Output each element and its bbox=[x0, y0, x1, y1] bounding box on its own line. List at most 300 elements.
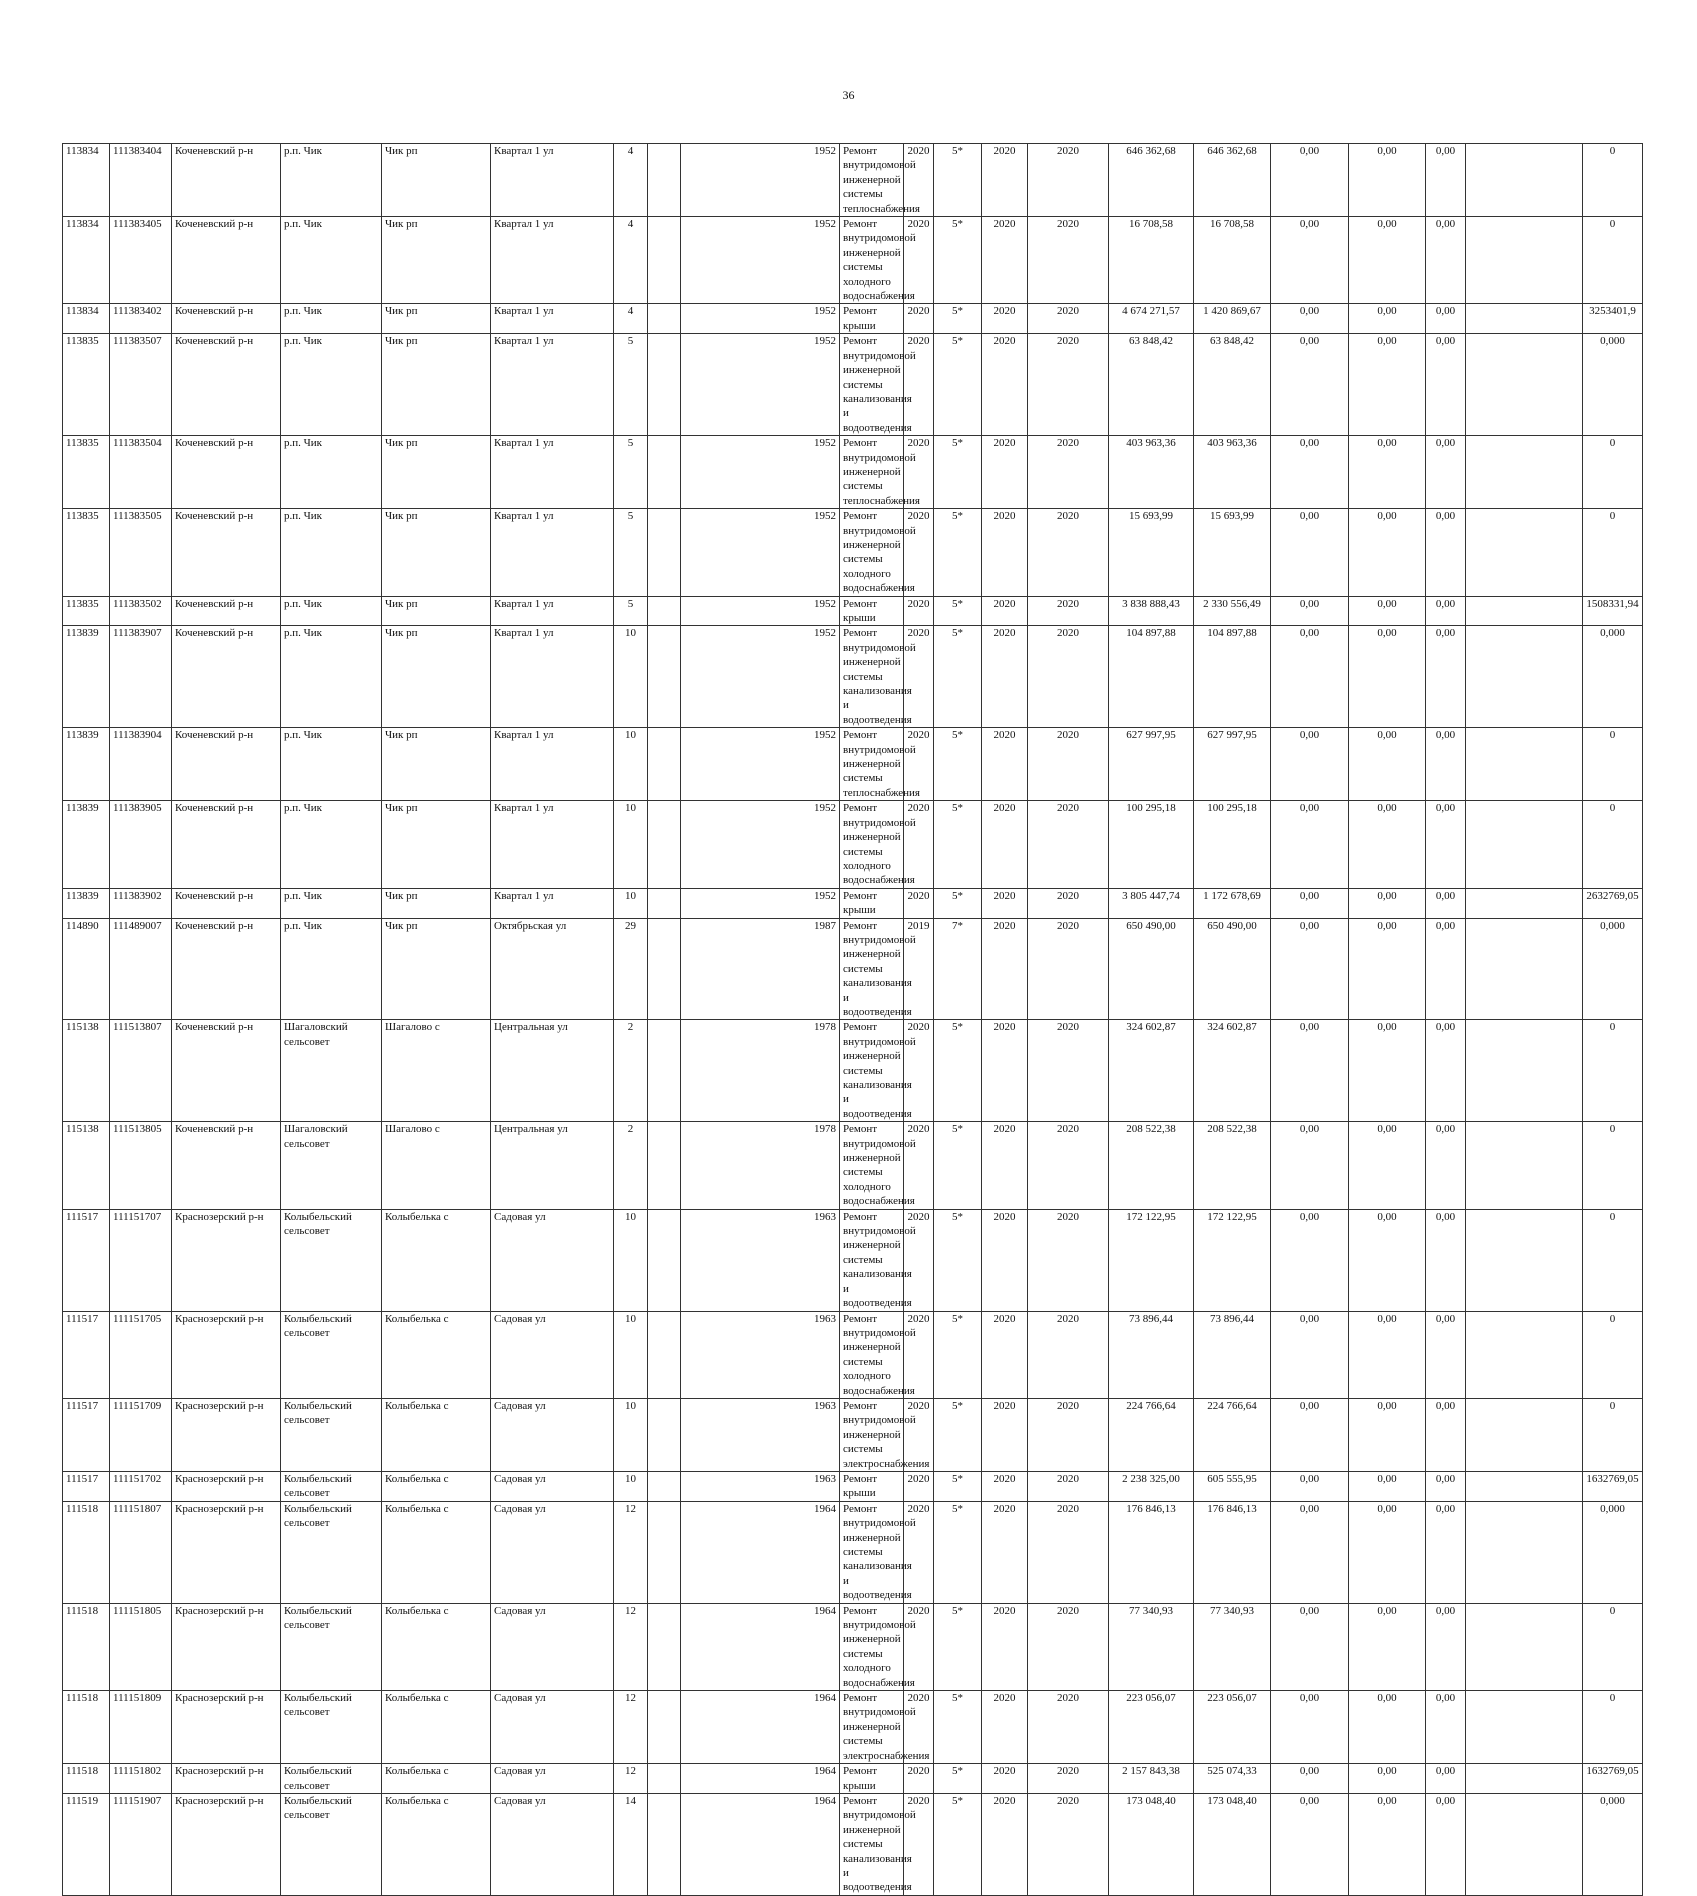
value-3-cell: 0,00 bbox=[1426, 217, 1466, 304]
total-cost-cell: 63 848,42 bbox=[1109, 334, 1194, 436]
row-id-cell: 113834 bbox=[63, 144, 110, 217]
work-type-cell: Ремонт внутридомовой инженерной системы холодного водоснабжения bbox=[840, 801, 904, 888]
blank-cell bbox=[1466, 626, 1583, 728]
row-code-cell: 111151705 bbox=[110, 1311, 172, 1398]
year-plan-cell: 2020 bbox=[904, 728, 934, 801]
year-end-cell: 2020 bbox=[1028, 509, 1109, 596]
year-start-cell: 2020 bbox=[982, 436, 1028, 509]
mark-cell: 5* bbox=[934, 334, 982, 436]
year-plan-cell: 2020 bbox=[904, 144, 934, 217]
table-row bbox=[63, 509, 1643, 596]
mark-cell: 5* bbox=[934, 304, 982, 334]
value-2-cell: 0,00 bbox=[1349, 888, 1426, 918]
table-row bbox=[63, 626, 1643, 728]
extra-cell bbox=[648, 1122, 681, 1209]
total-cost-cell: 73 896,44 bbox=[1109, 1311, 1194, 1398]
row-id-cell: 113835 bbox=[63, 436, 110, 509]
year-start-cell: 2020 bbox=[982, 217, 1028, 304]
fund-cost-cell: 77 340,93 bbox=[1194, 1603, 1271, 1690]
settlement-cell: р.п. Чик bbox=[281, 728, 382, 801]
locality-cell: Чик рп bbox=[382, 334, 491, 436]
row-id-cell: 111519 bbox=[63, 1793, 110, 1895]
work-type-cell: Ремонт внутридомовой инженерной системы холодного водоснабжения bbox=[840, 1603, 904, 1690]
year-built-cell: 1964 bbox=[681, 1764, 840, 1794]
value-3-cell: 0,00 bbox=[1426, 801, 1466, 888]
fund-cost-cell: 173 048,40 bbox=[1194, 1793, 1271, 1895]
year-plan-cell: 2020 bbox=[904, 334, 934, 436]
blank-cell bbox=[1466, 1020, 1583, 1122]
value-3-cell: 0,00 bbox=[1426, 1020, 1466, 1122]
year-plan-cell: 2020 bbox=[904, 888, 934, 918]
locality-cell: Чик рп bbox=[382, 217, 491, 304]
last-value-cell: 0 bbox=[1583, 728, 1643, 801]
fund-cost-cell: 208 522,38 bbox=[1194, 1122, 1271, 1209]
fund-cost-cell: 403 963,36 bbox=[1194, 436, 1271, 509]
settlement-cell: р.п. Чик bbox=[281, 334, 382, 436]
fund-cost-cell: 627 997,95 bbox=[1194, 728, 1271, 801]
district-cell: Краснозерский р-н bbox=[172, 1764, 281, 1794]
year-start-cell: 2020 bbox=[982, 888, 1028, 918]
year-end-cell: 2020 bbox=[1028, 1209, 1109, 1311]
settlement-cell: р.п. Чик bbox=[281, 801, 382, 888]
value-3-cell: 0,00 bbox=[1426, 1764, 1466, 1794]
blank-cell bbox=[1466, 217, 1583, 304]
house-number-cell: 4 bbox=[614, 144, 648, 217]
extra-cell bbox=[648, 626, 681, 728]
table-row bbox=[63, 1793, 1643, 1895]
year-end-cell: 2020 bbox=[1028, 596, 1109, 626]
district-cell: Коченевский р-н bbox=[172, 626, 281, 728]
total-cost-cell: 3 805 447,74 bbox=[1109, 888, 1194, 918]
house-number-cell: 4 bbox=[614, 217, 648, 304]
locality-cell: Колыбелька с bbox=[382, 1793, 491, 1895]
year-built-cell: 1964 bbox=[681, 1691, 840, 1764]
house-number-cell: 4 bbox=[614, 304, 648, 334]
settlement-cell: Колыбельский сельсовет bbox=[281, 1793, 382, 1895]
last-value-cell: 0 bbox=[1583, 1691, 1643, 1764]
extra-cell bbox=[648, 801, 681, 888]
locality-cell: Шагалово с bbox=[382, 1122, 491, 1209]
year-built-cell: 1964 bbox=[681, 1603, 840, 1690]
year-start-cell: 2020 bbox=[982, 728, 1028, 801]
street-cell: Центральная ул bbox=[491, 1020, 614, 1122]
extra-cell bbox=[648, 1209, 681, 1311]
house-number-cell: 10 bbox=[614, 1471, 648, 1501]
row-code-cell: 111513807 bbox=[110, 1020, 172, 1122]
value-3-cell: 0,00 bbox=[1426, 509, 1466, 596]
work-type-cell: Ремонт крыши bbox=[840, 1471, 904, 1501]
value-3-cell: 0,00 bbox=[1426, 334, 1466, 436]
work-type-cell: Ремонт внутридомовой инженерной системы теплоснабжения bbox=[840, 728, 904, 801]
district-cell: Коченевский р-н bbox=[172, 888, 281, 918]
work-type-cell: Ремонт внутридомовой инженерной системы канализования и водоотведения bbox=[840, 918, 904, 1020]
work-type-cell: Ремонт внутридомовой инженерной системы электроснабжения bbox=[840, 1398, 904, 1471]
settlement-cell: р.п. Чик bbox=[281, 596, 382, 626]
locality-cell: Чик рп bbox=[382, 888, 491, 918]
row-id-cell: 113839 bbox=[63, 626, 110, 728]
fund-cost-cell: 1 420 869,67 bbox=[1194, 304, 1271, 334]
total-cost-cell: 4 674 271,57 bbox=[1109, 304, 1194, 334]
table-row bbox=[63, 1764, 1643, 1794]
house-number-cell: 12 bbox=[614, 1764, 648, 1794]
row-id-cell: 111518 bbox=[63, 1603, 110, 1690]
value-1-cell: 0,00 bbox=[1271, 509, 1349, 596]
blank-cell bbox=[1466, 144, 1583, 217]
row-code-cell: 111383905 bbox=[110, 801, 172, 888]
row-id-cell: 111518 bbox=[63, 1764, 110, 1794]
fund-cost-cell: 605 555,95 bbox=[1194, 1471, 1271, 1501]
work-type-cell: Ремонт внутридомовой инженерной системы холодного водоснабжения bbox=[840, 1122, 904, 1209]
year-plan-cell: 2020 bbox=[904, 1020, 934, 1122]
street-cell: Садовая ул bbox=[491, 1603, 614, 1690]
mark-cell: 5* bbox=[934, 801, 982, 888]
value-2-cell: 0,00 bbox=[1349, 596, 1426, 626]
extra-cell bbox=[648, 728, 681, 801]
settlement-cell: р.п. Чик bbox=[281, 217, 382, 304]
extra-cell bbox=[648, 1020, 681, 1122]
blank-cell bbox=[1466, 801, 1583, 888]
total-cost-cell: 2 157 843,38 bbox=[1109, 1764, 1194, 1794]
street-cell: Квартал 1 ул bbox=[491, 626, 614, 728]
blank-cell bbox=[1466, 1501, 1583, 1603]
row-code-cell: 111513805 bbox=[110, 1122, 172, 1209]
fund-cost-cell: 100 295,18 bbox=[1194, 801, 1271, 888]
district-cell: Коченевский р-н bbox=[172, 728, 281, 801]
year-built-cell: 1952 bbox=[681, 217, 840, 304]
last-value-cell: 0,000 bbox=[1583, 1793, 1643, 1895]
value-2-cell: 0,00 bbox=[1349, 304, 1426, 334]
mark-cell: 5* bbox=[934, 596, 982, 626]
table-row bbox=[63, 1311, 1643, 1398]
work-type-cell: Ремонт крыши bbox=[840, 888, 904, 918]
locality-cell: Чик рп bbox=[382, 918, 491, 1020]
value-1-cell: 0,00 bbox=[1271, 304, 1349, 334]
year-start-cell: 2020 bbox=[982, 509, 1028, 596]
value-3-cell: 0,00 bbox=[1426, 144, 1466, 217]
fund-cost-cell: 525 074,33 bbox=[1194, 1764, 1271, 1794]
street-cell: Садовая ул bbox=[491, 1501, 614, 1603]
year-end-cell: 2020 bbox=[1028, 304, 1109, 334]
locality-cell: Колыбелька с bbox=[382, 1764, 491, 1794]
district-cell: Коченевский р-н bbox=[172, 509, 281, 596]
value-3-cell: 0,00 bbox=[1426, 1311, 1466, 1398]
value-1-cell: 0,00 bbox=[1271, 1020, 1349, 1122]
value-1-cell: 0,00 bbox=[1271, 801, 1349, 888]
extra-cell bbox=[648, 888, 681, 918]
row-code-cell: 111151707 bbox=[110, 1209, 172, 1311]
settlement-cell: р.п. Чик bbox=[281, 888, 382, 918]
work-type-cell: Ремонт внутридомовой инженерной системы канализования и водоотведения bbox=[840, 1793, 904, 1895]
year-end-cell: 2020 bbox=[1028, 1691, 1109, 1764]
value-3-cell: 0,00 bbox=[1426, 1122, 1466, 1209]
year-built-cell: 1978 bbox=[681, 1122, 840, 1209]
value-3-cell: 0,00 bbox=[1426, 1793, 1466, 1895]
district-cell: Краснозерский р-н bbox=[172, 1603, 281, 1690]
page-number: 36 bbox=[842, 88, 855, 102]
street-cell: Садовая ул bbox=[491, 1398, 614, 1471]
mark-cell: 5* bbox=[934, 626, 982, 728]
value-2-cell: 0,00 bbox=[1349, 1691, 1426, 1764]
fund-cost-cell: 63 848,42 bbox=[1194, 334, 1271, 436]
last-value-cell: 1508331,94 bbox=[1583, 596, 1643, 626]
table-row bbox=[63, 334, 1643, 436]
work-type-cell: Ремонт внутридомовой инженерной системы холодного водоснабжения bbox=[840, 509, 904, 596]
locality-cell: Чик рп bbox=[382, 436, 491, 509]
street-cell: Садовая ул bbox=[491, 1311, 614, 1398]
row-code-cell: 111383907 bbox=[110, 626, 172, 728]
street-cell: Квартал 1 ул bbox=[491, 801, 614, 888]
settlement-cell: р.п. Чик bbox=[281, 304, 382, 334]
street-cell: Садовая ул bbox=[491, 1209, 614, 1311]
last-value-cell: 0 bbox=[1583, 509, 1643, 596]
value-1-cell: 0,00 bbox=[1271, 1501, 1349, 1603]
extra-cell bbox=[648, 334, 681, 436]
extra-cell bbox=[648, 1764, 681, 1794]
year-plan-cell: 2020 bbox=[904, 1793, 934, 1895]
row-code-cell: 111151805 bbox=[110, 1603, 172, 1690]
fund-cost-cell: 2 330 556,49 bbox=[1194, 596, 1271, 626]
row-id-cell: 115138 bbox=[63, 1122, 110, 1209]
year-end-cell: 2020 bbox=[1028, 1603, 1109, 1690]
value-1-cell: 0,00 bbox=[1271, 1793, 1349, 1895]
total-cost-cell: 3 838 888,43 bbox=[1109, 596, 1194, 626]
row-id-cell: 115138 bbox=[63, 1020, 110, 1122]
extra-cell bbox=[648, 304, 681, 334]
year-end-cell: 2020 bbox=[1028, 334, 1109, 436]
year-start-cell: 2020 bbox=[982, 1020, 1028, 1122]
value-2-cell: 0,00 bbox=[1349, 1471, 1426, 1501]
work-type-cell: Ремонт внутридомовой инженерной системы холодного водоснабжения bbox=[840, 1311, 904, 1398]
settlement-cell: Колыбельский сельсовет bbox=[281, 1398, 382, 1471]
locality-cell: Колыбелька с bbox=[382, 1311, 491, 1398]
extra-cell bbox=[648, 436, 681, 509]
year-end-cell: 2020 bbox=[1028, 1764, 1109, 1794]
mark-cell: 5* bbox=[934, 1764, 982, 1794]
year-start-cell: 2020 bbox=[982, 144, 1028, 217]
last-value-cell: 0 bbox=[1583, 144, 1643, 217]
district-cell: Коченевский р-н bbox=[172, 304, 281, 334]
fund-cost-cell: 16 708,58 bbox=[1194, 217, 1271, 304]
year-end-cell: 2020 bbox=[1028, 626, 1109, 728]
house-number-cell: 29 bbox=[614, 918, 648, 1020]
row-id-cell: 111517 bbox=[63, 1471, 110, 1501]
last-value-cell: 0,000 bbox=[1583, 1501, 1643, 1603]
mark-cell: 5* bbox=[934, 1122, 982, 1209]
year-plan-cell: 2020 bbox=[904, 509, 934, 596]
row-id-cell: 113835 bbox=[63, 596, 110, 626]
street-cell: Садовая ул bbox=[491, 1691, 614, 1764]
row-id-cell: 113839 bbox=[63, 801, 110, 888]
district-cell: Коченевский р-н bbox=[172, 918, 281, 1020]
district-cell: Коченевский р-н bbox=[172, 801, 281, 888]
year-end-cell: 2020 bbox=[1028, 1793, 1109, 1895]
settlement-cell: Колыбельский сельсовет bbox=[281, 1209, 382, 1311]
year-built-cell: 1952 bbox=[681, 728, 840, 801]
year-plan-cell: 2020 bbox=[904, 801, 934, 888]
work-type-cell: Ремонт внутридомовой инженерной системы канализования и водоотведения bbox=[840, 1020, 904, 1122]
value-1-cell: 0,00 bbox=[1271, 334, 1349, 436]
fund-cost-cell: 15 693,99 bbox=[1194, 509, 1271, 596]
extra-cell bbox=[648, 596, 681, 626]
year-built-cell: 1963 bbox=[681, 1311, 840, 1398]
value-1-cell: 0,00 bbox=[1271, 1764, 1349, 1794]
settlement-cell: р.п. Чик bbox=[281, 626, 382, 728]
year-built-cell: 1987 bbox=[681, 918, 840, 1020]
locality-cell: Колыбелька с bbox=[382, 1691, 491, 1764]
year-start-cell: 2020 bbox=[982, 1398, 1028, 1471]
value-1-cell: 0,00 bbox=[1271, 217, 1349, 304]
locality-cell: Чик рп bbox=[382, 509, 491, 596]
value-1-cell: 0,00 bbox=[1271, 1603, 1349, 1690]
total-cost-cell: 224 766,64 bbox=[1109, 1398, 1194, 1471]
last-value-cell: 0 bbox=[1583, 217, 1643, 304]
fund-cost-cell: 172 122,95 bbox=[1194, 1209, 1271, 1311]
fund-cost-cell: 324 602,87 bbox=[1194, 1020, 1271, 1122]
value-1-cell: 0,00 bbox=[1271, 436, 1349, 509]
value-1-cell: 0,00 bbox=[1271, 888, 1349, 918]
year-built-cell: 1964 bbox=[681, 1793, 840, 1895]
district-cell: Коченевский р-н bbox=[172, 596, 281, 626]
row-code-cell: 111383402 bbox=[110, 304, 172, 334]
blank-cell bbox=[1466, 1122, 1583, 1209]
year-end-cell: 2020 bbox=[1028, 801, 1109, 888]
year-built-cell: 1952 bbox=[681, 509, 840, 596]
year-start-cell: 2020 bbox=[982, 1691, 1028, 1764]
year-end-cell: 2020 bbox=[1028, 1398, 1109, 1471]
house-number-cell: 14 bbox=[614, 1793, 648, 1895]
mark-cell: 5* bbox=[934, 1020, 982, 1122]
year-start-cell: 2020 bbox=[982, 1603, 1028, 1690]
street-cell: Квартал 1 ул bbox=[491, 217, 614, 304]
total-cost-cell: 2 238 325,00 bbox=[1109, 1471, 1194, 1501]
district-cell: Краснозерский р-н bbox=[172, 1311, 281, 1398]
last-value-cell: 0 bbox=[1583, 1603, 1643, 1690]
settlement-cell: Колыбельский сельсовет bbox=[281, 1501, 382, 1603]
mark-cell: 5* bbox=[934, 1793, 982, 1895]
blank-cell bbox=[1466, 509, 1583, 596]
fund-cost-cell: 1 172 678,69 bbox=[1194, 888, 1271, 918]
value-2-cell: 0,00 bbox=[1349, 334, 1426, 436]
value-2-cell: 0,00 bbox=[1349, 626, 1426, 728]
value-2-cell: 0,00 bbox=[1349, 1603, 1426, 1690]
work-type-cell: Ремонт внутридомовой инженерной системы теплоснабжения bbox=[840, 436, 904, 509]
last-value-cell: 0,000 bbox=[1583, 334, 1643, 436]
value-2-cell: 0,00 bbox=[1349, 728, 1426, 801]
blank-cell bbox=[1466, 1471, 1583, 1501]
year-plan-cell: 2020 bbox=[904, 1603, 934, 1690]
value-1-cell: 0,00 bbox=[1271, 1691, 1349, 1764]
value-1-cell: 0,00 bbox=[1271, 1471, 1349, 1501]
value-2-cell: 0,00 bbox=[1349, 217, 1426, 304]
row-id-cell: 111517 bbox=[63, 1398, 110, 1471]
fund-cost-cell: 224 766,64 bbox=[1194, 1398, 1271, 1471]
value-1-cell: 0,00 bbox=[1271, 1311, 1349, 1398]
total-cost-cell: 100 295,18 bbox=[1109, 801, 1194, 888]
year-start-cell: 2020 bbox=[982, 801, 1028, 888]
house-number-cell: 5 bbox=[614, 334, 648, 436]
year-end-cell: 2020 bbox=[1028, 144, 1109, 217]
blank-cell bbox=[1466, 436, 1583, 509]
value-2-cell: 0,00 bbox=[1349, 144, 1426, 217]
row-id-cell: 113834 bbox=[63, 217, 110, 304]
row-code-cell: 111151802 bbox=[110, 1764, 172, 1794]
street-cell: Садовая ул bbox=[491, 1471, 614, 1501]
year-end-cell: 2020 bbox=[1028, 1311, 1109, 1398]
house-number-cell: 5 bbox=[614, 436, 648, 509]
settlement-cell: Колыбельский сельсовет bbox=[281, 1691, 382, 1764]
year-end-cell: 2020 bbox=[1028, 217, 1109, 304]
value-2-cell: 0,00 bbox=[1349, 1122, 1426, 1209]
year-plan-cell: 2019 bbox=[904, 918, 934, 1020]
work-type-cell: Ремонт внутридомовой инженерной системы канализования и водоотведения bbox=[840, 1209, 904, 1311]
row-code-cell: 111383505 bbox=[110, 509, 172, 596]
year-built-cell: 1952 bbox=[681, 144, 840, 217]
street-cell: Квартал 1 ул bbox=[491, 728, 614, 801]
table-row bbox=[63, 918, 1643, 1020]
blank-cell bbox=[1466, 1764, 1583, 1794]
district-cell: Краснозерский р-н bbox=[172, 1691, 281, 1764]
year-built-cell: 1964 bbox=[681, 1501, 840, 1603]
year-built-cell: 1978 bbox=[681, 1020, 840, 1122]
last-value-cell: 1632769,05 bbox=[1583, 1471, 1643, 1501]
mark-cell: 5* bbox=[934, 1398, 982, 1471]
row-code-cell: 111383507 bbox=[110, 334, 172, 436]
extra-cell bbox=[648, 918, 681, 1020]
value-1-cell: 0,00 bbox=[1271, 918, 1349, 1020]
locality-cell: Чик рп bbox=[382, 304, 491, 334]
blank-cell bbox=[1466, 888, 1583, 918]
extra-cell bbox=[648, 144, 681, 217]
last-value-cell: 0 bbox=[1583, 801, 1643, 888]
mark-cell: 5* bbox=[934, 1501, 982, 1603]
house-number-cell: 2 bbox=[614, 1122, 648, 1209]
value-2-cell: 0,00 bbox=[1349, 1501, 1426, 1603]
total-cost-cell: 77 340,93 bbox=[1109, 1603, 1194, 1690]
last-value-cell: 2632769,05 bbox=[1583, 888, 1643, 918]
street-cell: Квартал 1 ул bbox=[491, 436, 614, 509]
year-built-cell: 1952 bbox=[681, 436, 840, 509]
mark-cell: 5* bbox=[934, 1691, 982, 1764]
settlement-cell: Колыбельский сельсовет bbox=[281, 1471, 382, 1501]
house-number-cell: 10 bbox=[614, 888, 648, 918]
year-end-cell: 2020 bbox=[1028, 1501, 1109, 1603]
fund-cost-cell: 104 897,88 bbox=[1194, 626, 1271, 728]
mark-cell: 5* bbox=[934, 1209, 982, 1311]
mark-cell: 5* bbox=[934, 1603, 982, 1690]
year-start-cell: 2020 bbox=[982, 1501, 1028, 1603]
row-code-cell: 111151702 bbox=[110, 1471, 172, 1501]
house-number-cell: 10 bbox=[614, 626, 648, 728]
value-1-cell: 0,00 bbox=[1271, 1398, 1349, 1471]
settlement-cell: Колыбельский сельсовет bbox=[281, 1603, 382, 1690]
mark-cell: 7* bbox=[934, 918, 982, 1020]
value-3-cell: 0,00 bbox=[1426, 626, 1466, 728]
year-plan-cell: 2020 bbox=[904, 1501, 934, 1603]
year-end-cell: 2020 bbox=[1028, 1020, 1109, 1122]
total-cost-cell: 104 897,88 bbox=[1109, 626, 1194, 728]
row-id-cell: 113839 bbox=[63, 888, 110, 918]
year-end-cell: 2020 bbox=[1028, 436, 1109, 509]
row-code-cell: 111383904 bbox=[110, 728, 172, 801]
value-3-cell: 0,00 bbox=[1426, 1398, 1466, 1471]
street-cell: Квартал 1 ул bbox=[491, 304, 614, 334]
year-plan-cell: 2020 bbox=[904, 436, 934, 509]
table-row bbox=[63, 144, 1643, 217]
value-2-cell: 0,00 bbox=[1349, 1020, 1426, 1122]
mark-cell: 5* bbox=[934, 728, 982, 801]
settlement-cell: Шагаловский сельсовет bbox=[281, 1122, 382, 1209]
extra-cell bbox=[648, 217, 681, 304]
